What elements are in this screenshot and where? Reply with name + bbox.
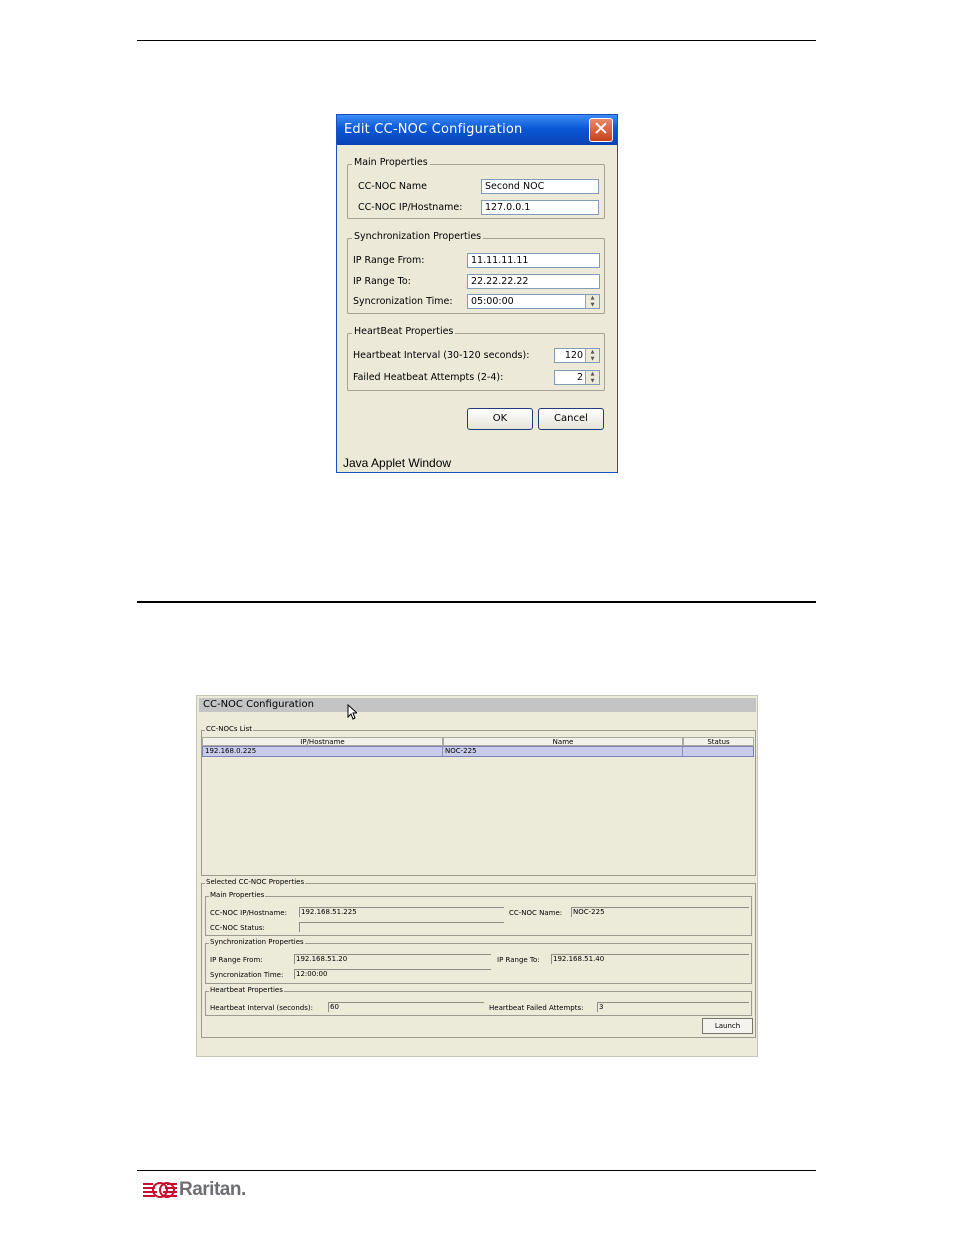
failed-attempts-label: Failed Heatbeat Attempts (2-4):: [353, 372, 504, 383]
sync-time-label: Syncronization Time:: [353, 296, 453, 307]
column-header-status[interactable]: Status: [683, 737, 754, 746]
heartbeat-interval-value: 120: [564, 350, 583, 361]
ok-button[interactable]: OK: [467, 408, 533, 430]
group-legend: HeartBeat Properties: [354, 326, 454, 337]
cc-noc-ip-input[interactable]: 127.0.0.1: [481, 200, 599, 215]
cc-noc-ip-label: CC-NOC IP/Hostname:: [358, 202, 463, 213]
spinner-buttons: [585, 295, 599, 308]
panel-title: CC-NOC Configuration: [199, 698, 756, 712]
heartbeat-interval-spinner[interactable]: [554, 348, 600, 363]
cell-status: [683, 747, 753, 756]
selected-interval-label: Heartbeat Interval (seconds):: [210, 1004, 313, 1012]
java-applet-window-label: Java Applet Window: [343, 456, 452, 470]
close-icon[interactable]: ✕: [589, 118, 613, 142]
cc-noc-name-input[interactable]: Second NOC: [481, 179, 599, 194]
column-header-ip[interactable]: IP/Hostname: [202, 737, 443, 746]
selected-ip-label: CC-NOC IP/Hostname:: [210, 909, 287, 917]
section-rule: [137, 601, 816, 603]
spin-down-icon[interactable]: ▼: [585, 356, 599, 363]
selected-status-label: CC-NOC Status:: [210, 924, 265, 932]
selected-time-label: Syncronization Time:: [210, 971, 284, 979]
footer-rule: [137, 1170, 816, 1171]
ip-range-to-input[interactable]: 22.22.22.22: [467, 274, 600, 289]
selected-to-label: IP Range To:: [497, 956, 540, 964]
group-legend: Synchronization Properties: [210, 938, 304, 946]
heartbeat-interval-label: Heartbeat Interval (30-120 seconds):: [353, 350, 530, 361]
cancel-button[interactable]: Cancel: [538, 408, 604, 430]
dialog-title: Edit CC-NOC Configuration: [344, 122, 523, 137]
table-row[interactable]: [202, 746, 754, 757]
selected-from-value: 192.168.51.20: [294, 954, 491, 964]
failed-attempts-value: 2: [576, 372, 583, 383]
spin-up-icon[interactable]: ▲: [585, 371, 599, 378]
group-legend: Main Properties: [354, 157, 428, 168]
sync-time-spinner[interactable]: [467, 294, 600, 309]
spin-down-icon[interactable]: ▼: [585, 302, 599, 309]
selected-name-label: CC-NOC Name:: [509, 909, 563, 917]
cc-noc-configuration-panel: [196, 695, 758, 1057]
selected-interval-value: 60: [328, 1002, 484, 1012]
spin-up-icon[interactable]: ▲: [585, 349, 599, 356]
selected-name-value: NOC-225: [571, 907, 749, 917]
cell-name: NOC-225: [443, 747, 683, 756]
selected-ip-value: 192.168.51.225: [299, 907, 504, 917]
selected-sync-properties-group: [205, 938, 752, 984]
selected-time-value: 12:00:00: [294, 969, 491, 979]
raritan-logo-mark-icon: [143, 1181, 177, 1201]
group-legend: Selected CC-NOC Properties: [206, 878, 305, 886]
main-properties-group: [347, 157, 605, 219]
group-legend: Synchronization Properties: [354, 231, 482, 242]
spinner-buttons: [585, 349, 599, 362]
synchronization-properties-group: [347, 231, 605, 314]
selected-attempts-label: Heartbeat Failed Attempts:: [489, 1004, 584, 1012]
cc-noc-name-label: CC-NOC Name: [358, 181, 427, 192]
header-rule: [137, 40, 816, 41]
sync-time-value: 05:00:00: [471, 296, 514, 307]
ip-range-from-label: IP Range From:: [353, 255, 425, 266]
spin-up-icon[interactable]: ▲: [585, 295, 599, 302]
group-legend: CC-NOCs List: [206, 725, 253, 733]
cell-ip: 192.168.0.225: [203, 747, 443, 756]
column-header-name[interactable]: Name: [443, 737, 683, 746]
mouse-pointer-icon: [347, 704, 357, 720]
selected-main-properties-group: [205, 891, 752, 936]
spinner-buttons: [585, 371, 599, 384]
raritan-logo-text: Raritan.: [179, 1179, 246, 1200]
dialog-titlebar[interactable]: [337, 115, 617, 145]
edit-cc-noc-dialog: [336, 114, 618, 473]
heartbeat-properties-group: [347, 326, 605, 391]
selected-to-value: 192.168.51.40: [551, 954, 749, 964]
ip-range-to-label: IP Range To:: [353, 276, 411, 287]
failed-attempts-spinner[interactable]: [554, 370, 600, 385]
group-legend: Heartbeat Properties: [210, 986, 283, 994]
ip-range-from-input[interactable]: 11.11.11.11: [467, 253, 600, 268]
spin-down-icon[interactable]: ▼: [585, 378, 599, 385]
selected-heartbeat-properties-group: [205, 986, 752, 1016]
selected-status-value: [299, 922, 504, 932]
group-legend: Main Properties: [210, 891, 265, 899]
launch-button[interactable]: Launch: [702, 1018, 753, 1034]
raritan-logo: [143, 1179, 253, 1205]
selected-from-label: IP Range From:: [210, 956, 263, 964]
selected-attempts-value: 3: [597, 1002, 749, 1012]
